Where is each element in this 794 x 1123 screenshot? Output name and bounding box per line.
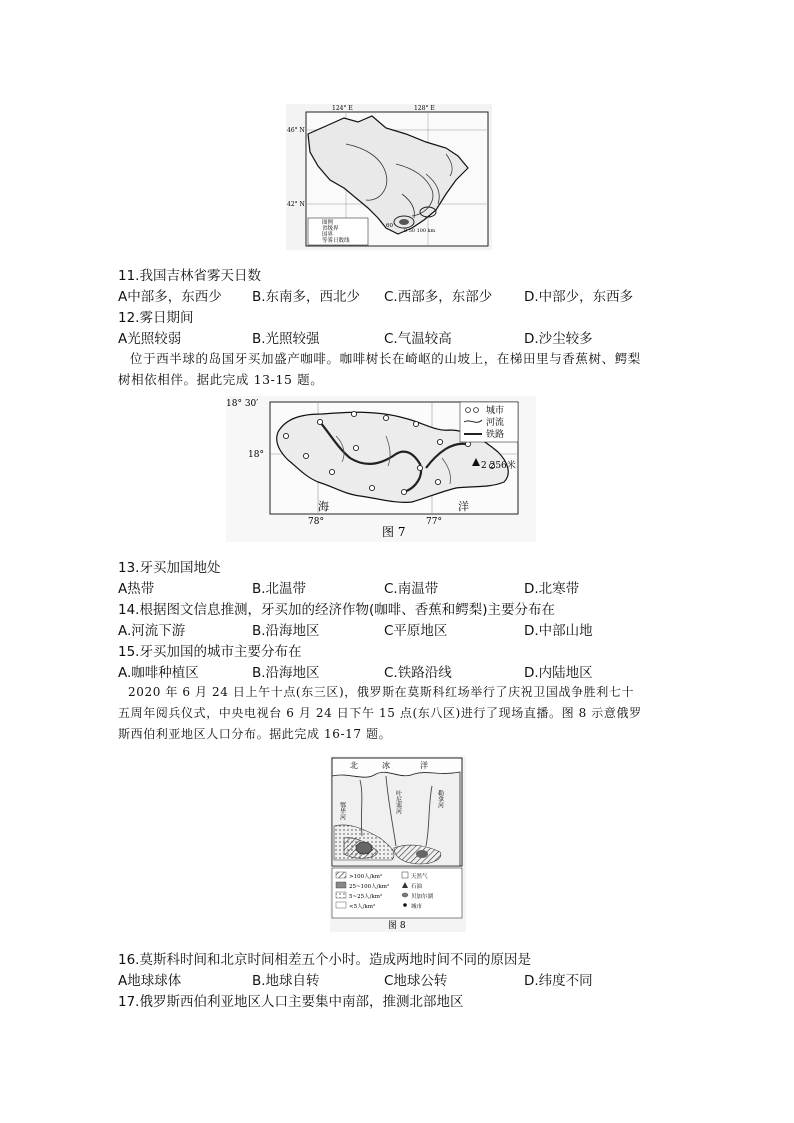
legend-lake: 贝加尔湖 [411, 894, 434, 900]
isoline-value-label: 60 [386, 223, 393, 229]
q12-option-c[interactable]: C.气温较高 [384, 331, 452, 347]
passage-jamaica-line2: 树相依相伴。据此完成 13-15 题。 [118, 372, 324, 387]
q12-stem: 12.雾日期间 [118, 310, 194, 326]
lat-label-18-30: 18° 30′ [226, 399, 259, 409]
q15-option-c[interactable]: C.铁路沿线 [384, 665, 452, 681]
lat-label-18: 18° [248, 450, 264, 460]
lat-label-46: 46° N [287, 127, 305, 134]
lat-label-42: 42° N [287, 201, 305, 208]
siberia-map-svg [330, 756, 466, 932]
q13-option-b[interactable]: B.北温带 [252, 581, 307, 597]
q14-option-a[interactable]: A.河流下游 [118, 623, 186, 639]
q11-stem: 11.我国吉林省雾天日数 [118, 268, 261, 284]
ocean-label-1: 北 [350, 761, 358, 770]
q16-option-d[interactable]: D.纬度不同 [524, 973, 593, 989]
passage-russia-line1: 2020 年 6 月 24 日上午十点(东三区)，俄罗斯在莫斯科红场举行了庆祝卫国战争胜利七十 [128, 685, 635, 699]
legend-density-under5: <5人/km² [349, 904, 376, 910]
figure7-jamaica-map [226, 396, 536, 542]
river-label-yenisei: 叶尼塞河 [394, 790, 402, 814]
river-label-lena: 勒拿河 [436, 790, 444, 808]
legend-city: 城市 [411, 904, 423, 910]
figure8-siberia-map [330, 756, 466, 932]
q11-option-b[interactable]: B.东南多，西北少 [252, 289, 361, 305]
legend-density-over100: >100人/km² [349, 874, 383, 880]
sea-label-left: 海 [318, 500, 329, 513]
q12-option-b[interactable]: B.光照较强 [252, 331, 320, 347]
legend-density-25-100: 25~100人/km² [349, 884, 390, 890]
passage-jamaica [118, 348, 678, 390]
q16-stem: 16.莫斯科时间和北京时间相差五个小时。造成两地时间不同的原因是 [118, 952, 531, 968]
q12-option-a[interactable]: A光照较弱 [118, 331, 182, 347]
gas-icon [402, 872, 408, 878]
q15-option-d[interactable]: D.内陆地区 [524, 665, 593, 681]
lon-label-124: 124° E [332, 105, 353, 112]
q16-option-b[interactable]: B.地球自转 [252, 973, 320, 989]
q13-option-a[interactable]: A热带 [118, 581, 155, 597]
q14-option-c[interactable]: C平原地区 [384, 623, 448, 639]
q16-option-a[interactable]: A地球球体 [118, 973, 182, 989]
ocean-label-3: 洋 [420, 761, 428, 770]
passage-russia [118, 682, 684, 745]
passage-russia-line3: 斯西伯利亚地区人口分布。据此完成 16-17 题。 [118, 727, 392, 741]
q15-stem: 15.牙买加国的城市主要分布在 [118, 644, 302, 660]
passage-jamaica-line1: 位于西半球的岛国牙买加盛产咖啡。咖啡树长在崎岖的山坡上，在梯田里与香蕉树、鳄梨 [130, 351, 641, 366]
ocean-label-2: 冰 [382, 761, 390, 770]
jilin-map-svg [286, 104, 492, 250]
legend-province: 省级界 [322, 226, 339, 232]
legend-isoline: 等雾日数线 [322, 238, 350, 244]
lake-icon [402, 893, 408, 897]
lon-label-77: 77° [426, 517, 442, 527]
legend-title: 图例 [322, 220, 334, 226]
legend-railway: 铁路 [486, 430, 505, 440]
city-dot-icon [403, 903, 407, 907]
q12-option-d[interactable]: D.沙尘较多 [524, 331, 593, 347]
legend-city: 城市 [486, 406, 505, 416]
legend-border: 国界 [322, 232, 334, 238]
q13-option-c[interactable]: C.南温带 [384, 581, 439, 597]
q14-stem: 14.根据图文信息推测，牙买加的经济作物(咖啡、香蕉和鳄梨)主要分布在 [118, 602, 556, 618]
q11-option-d[interactable]: D.中部少，东西多 [524, 289, 634, 305]
legend-oil: 石油 [411, 884, 423, 890]
legend-gas: 天然气 [411, 874, 428, 880]
q15-option-b[interactable]: B.沿海地区 [252, 665, 320, 681]
lon-label-78: 78° [308, 517, 324, 527]
river-label-ob: 鄂毕河 [338, 802, 346, 820]
q11-option-c[interactable]: C.西部多，东部少 [384, 289, 493, 305]
q13-option-d[interactable]: D.北寒带 [524, 581, 580, 597]
q14-option-d[interactable]: D.中部山地 [524, 623, 593, 639]
q15-option-a[interactable]: A.咖啡种植区 [118, 665, 199, 681]
jamaica-map-svg [226, 396, 536, 542]
passage-russia-line2: 五周年阅兵仪式，中央电视台 6 月 24 日下午 15 点(东八区)进行了现场直播。图 8 示意俄罗 [118, 706, 642, 720]
figure8-caption: 图 8 [388, 921, 406, 931]
legend-density-5-25: 5~25人/km² [349, 894, 383, 900]
figure7-caption: 图 7 [382, 525, 406, 539]
q17-stem: 17.俄罗斯西伯利亚地区人口主要集中南部，推测北部地区 [118, 994, 464, 1010]
scale-bar-label: 0 50 100 km [404, 228, 436, 234]
peak-elevation-label: 2 256米 [481, 461, 516, 471]
q11-option-a[interactable]: A中部多，东西少 [118, 289, 222, 305]
q16-option-c[interactable]: C地球公转 [384, 973, 448, 989]
sea-label-right: 洋 [458, 500, 469, 513]
q14-option-b[interactable]: B.沿海地区 [252, 623, 320, 639]
lon-label-128: 128° E [414, 105, 435, 112]
legend-river: 河流 [486, 418, 505, 428]
figure-jilin-fog-map [286, 104, 492, 250]
q13-stem: 13.牙买加国地处 [118, 560, 221, 576]
